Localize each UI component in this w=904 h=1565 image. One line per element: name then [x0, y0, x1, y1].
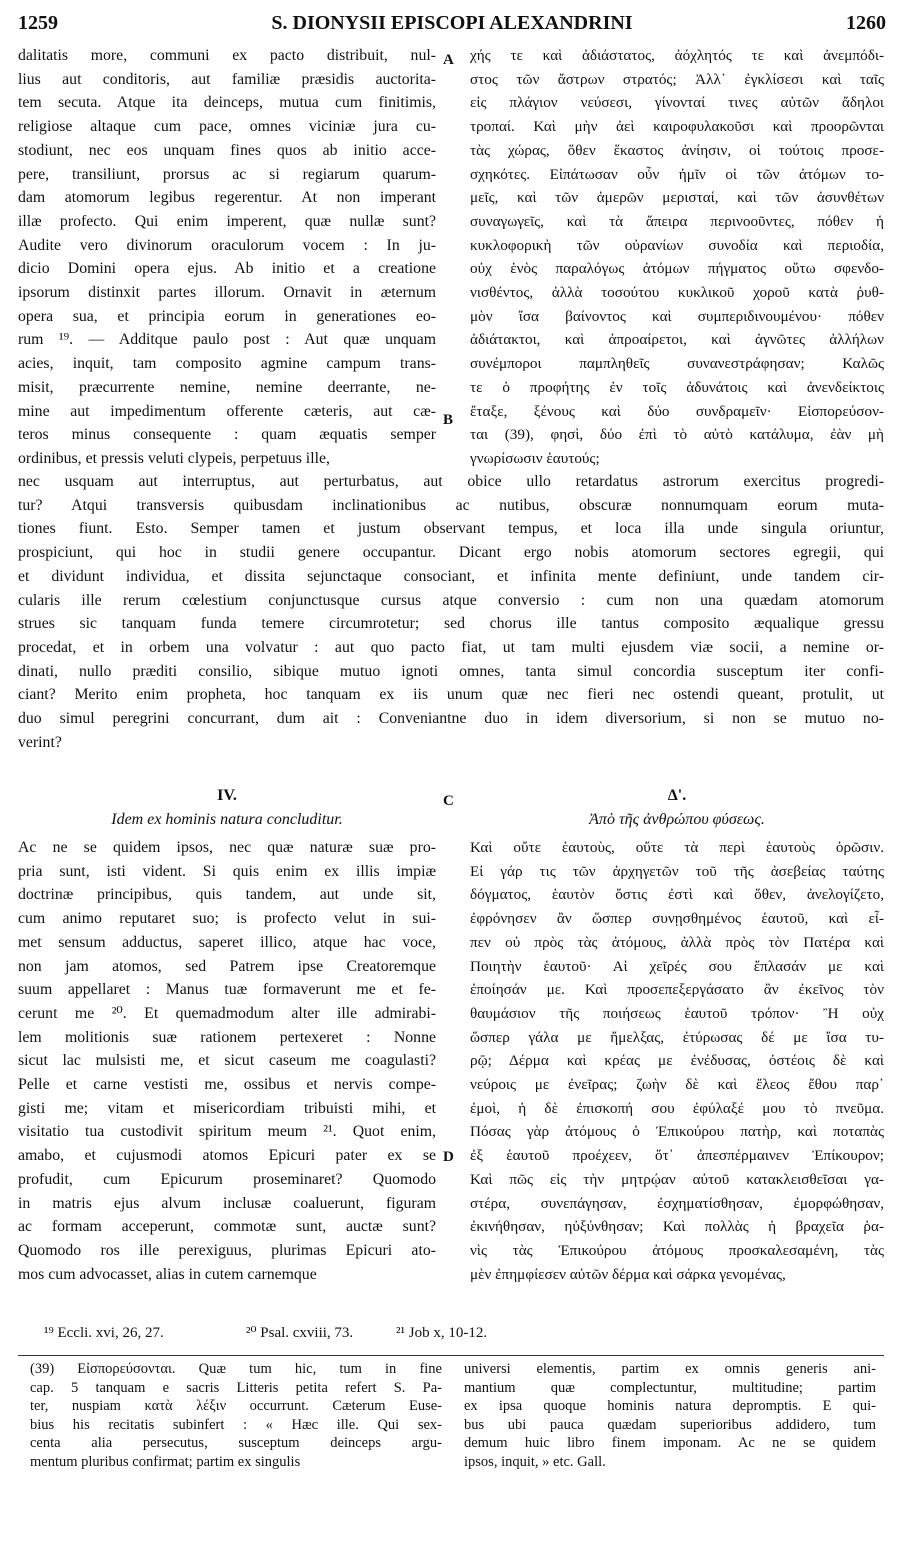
- note-line: ipsos, inquit, » etc. Gall.: [464, 1453, 606, 1470]
- latin-line: ordinibus, et pressis veluti clypeis, perpetuus ille,: [18, 449, 330, 467]
- latin-line: dinati, nullo præditi consilio, sibique mutuo ignoti omnes, tanta simul concordia susceptum iter confi-: [18, 662, 884, 680]
- latin-line: nec usquam aut interruptus, aut perturbatus, aut obice ullo retardatus astrorum exercitus progredi-: [18, 473, 884, 490]
- greek-line: ἀδιάτακτοι, καὶ ἀπροαίρετοι, καὶ ἀγνῶτες ἀλλήλων: [470, 331, 884, 349]
- section-number-latin: IV.: [217, 787, 237, 804]
- latin-line: in matris ejus alvum inclusæ coaluerunt, figuram: [18, 1194, 436, 1212]
- page-number-left: 1259: [18, 12, 58, 34]
- latin-line: religiose altaque cum pace, omnes viciniæ jura cu-: [18, 118, 436, 136]
- greek-line: νὶς τὰς Ἐπικούρου ἀτόμους προσκαλεσαμένη, τὰς: [470, 1241, 884, 1259]
- greek-line: ται (39), φησὶ, δύο ἐπὶ τὸ αὐτὸ κατάλυμα, ἐὰν μὴ: [470, 426, 884, 444]
- margin-marker-b: B: [443, 412, 454, 428]
- latin-line: sicut lac mulsisti me, et sicut caseum me coagulasti?: [18, 1052, 436, 1070]
- margin-marker-d: D: [443, 1149, 454, 1165]
- latin-line: suum appellaret : Manus tuæ formaverunt me et fe-: [18, 981, 436, 999]
- latin-line: verint?: [18, 733, 62, 751]
- latin-line: illæ profecto. Qui enim imperent, quæ nullæ sunt?: [18, 212, 436, 230]
- latin-line: lius aut conditoris, aut familiæ præsidis auctorita-: [18, 70, 436, 88]
- latin-column-bottom: [18, 836, 436, 1286]
- greek-line: σχηκότες. Εἰπάτωσαν οὖν ἡμῖν οἱ τῶν ἀτόμων το-: [470, 165, 884, 183]
- greek-line: μὲν ἐπημφίεσεν αὐτῶν δέρμα καὶ σάρκα γενομένας,: [470, 1265, 786, 1283]
- greek-line: στος τῶν ἄστρων στρατός; Ἀλλ᾽ ἐγκλίσεσι καὶ ταῖς: [470, 70, 884, 88]
- latin-line: Quomodo ros ille perexiguus, plurimas Epicuri ato-: [18, 1241, 436, 1259]
- greek-line: Καὶ οὔτε ἑαυτοὺς, οὔτε τὰ περὶ ἑαυτοὺς ὁρῶσιν.: [470, 839, 884, 856]
- greek-line: Καὶ πῶς εἰς τὴν μητρῴαν αὐτοῦ κατακλεισθεῖσαι γα-: [470, 1170, 884, 1188]
- greek-line: μεῖς, καὶ τῶν ἀμερῶν μερισταί, καὶ τῶν ἀσυνθέτων: [470, 189, 884, 207]
- latin-line: Ac ne se quidem ipsos, nec quæ naturæ suæ pro-: [18, 839, 436, 856]
- greek-line: ρῷ; Δέρμα καὶ κρέας με ἐνέδυσας, ὀστέοις δὲ καὶ: [470, 1052, 884, 1070]
- latin-line: pria sunt, isti vident. Si quis enim ex illis impiæ: [18, 862, 436, 880]
- note-line: bus ubi pauca quædam superioribus addidero, tum: [464, 1416, 876, 1433]
- latin-line: prospiciunt, qui hoc in studii genere occupantur. Dicant ergo nobis atomorum sectores egregii, qui: [18, 544, 884, 562]
- editor-note-right: [464, 1360, 876, 1471]
- greek-line: εἰς πλάγιον νεύσεσι, γίνονταί τινες αὐτῶν ἄδηλοι: [470, 94, 884, 112]
- latin-line: met sensum adductus, saperet illico, atque hac voce,: [18, 933, 436, 951]
- note-line: universi elementis, partim ex omnis generis ani-: [464, 1361, 876, 1377]
- latin-line: rum ¹⁹. — Additque paulo post : Aut quæ unquam: [18, 331, 436, 349]
- greek-line: τροπαί. Καὶ μὴν ἀεὶ καιροφυλακοῦσι καὶ προορῶνται: [470, 118, 884, 136]
- latin-line: tem secuta. Atque ita deinceps, mutua cum finitimis,: [18, 94, 436, 112]
- latin-line: ciant? Merito enim propheta, hoc tanquam ex iis unum quæ nec fieri nec ostendi queant, protulit, ut: [18, 686, 884, 704]
- latin-line: dam atomorum legibus regerentur. At non imperant: [18, 189, 436, 207]
- section-title-greek: Ἀπὸ τῆς ἀνθρώπου φύσεως.: [589, 811, 765, 828]
- greek-line: ἐφρόνησεν ἂν ὥσπερ συνῃσθημένος ἑαυτοῦ, καὶ εἶ-: [470, 910, 884, 928]
- greek-line: Πόσας γὰρ ἀτόμους ὁ Ἐπικούρου πατὴρ, καὶ ποταπὰς: [470, 1123, 884, 1141]
- latin-line: amabo, et cujusmodi atomos Epicuri pater ex se: [18, 1147, 436, 1165]
- latin-line: Audite vero divinorum oraculorum vocem : In ju-: [18, 236, 436, 254]
- greek-line: ἐμοὶ, ἡ δὲ ἐπισκοπή σου ἐφύλαξέ μου τὸ πνεῦμα.: [470, 1099, 884, 1117]
- latin-line: pere, transiliunt, prorsus ac si regiarum quarum-: [18, 165, 436, 183]
- latin-line: mine aut impedimentum offerente cæteris, aut cæ-: [18, 402, 436, 420]
- latin-line: lem molitionis suæ rationem pertexeret : Nonne: [18, 1028, 436, 1046]
- greek-line: γνωρίσωσιν ἑαυτούς;: [470, 449, 600, 467]
- latin-line: non jam atomos, sed Patrem ipse Creatoremque: [18, 957, 436, 975]
- note-line: bius his recitatis subinfert : « Hæc ille. Qui sex-: [30, 1416, 442, 1433]
- latin-line: cerunt me ²⁰. Et quemadmodum alter ille admirabi-: [18, 1004, 436, 1022]
- notes-divider: [18, 1355, 884, 1356]
- note-line: centa alia persecutus, susceptum deinceps argu-: [30, 1435, 442, 1451]
- greek-line: δόγματος, ἑαυτὸν ὅστις ἐστὶ καὶ ὅθεν, ἀνελογίζετο,: [470, 886, 884, 904]
- latin-line: tiones fiunt. Esto. Semper tamen et justum observant tempus, et loca illa unde singula oriuntur,: [18, 520, 884, 538]
- greek-line: Ποιητὴν ἑαυτοῦ· Αἱ χεῖρές σου ἔπλασάν με καὶ: [470, 957, 884, 975]
- latin-column-top: [18, 44, 436, 471]
- latin-line: cularis ille rerum cœlestium conjunctusque cursus atque conversio : cum non una quædam atomorum: [18, 591, 884, 609]
- greek-line: στέρα, συνεπάγησαν, ἐσχηματίσθησαν, ἐμορφώθησαν,: [470, 1194, 884, 1212]
- latin-line: doctrinæ principibus, quis tandem, aut unde sit,: [18, 886, 436, 904]
- greek-column-top: [470, 44, 884, 471]
- footnote-20: ²⁰ Psal. cxviii, 73.: [246, 1325, 354, 1341]
- latin-line: Pelle et carne vestisti me, ossibus et nervis compe-: [18, 1076, 436, 1094]
- greek-line: χής τε καὶ ἀδιάστατος, ἀόχλητός τε καὶ ἀνεμπόδι-: [470, 47, 884, 64]
- latin-line: acies, inquit, tam composito agmine campum trans-: [18, 355, 436, 373]
- margin-marker-a: A: [443, 52, 454, 68]
- greek-column-bottom: [470, 836, 884, 1286]
- greek-line: τε ὁ προφήτης ἐν τοῖς ἀδυνάτοις καὶ ἀνενδείκτοις: [470, 378, 884, 396]
- greek-line: ἐποίησάν με. Καὶ προσεπεξεργάσατο ἂν ἐκεῖνος τὸν: [470, 981, 884, 999]
- latin-line: gisti me; vitam et misericordiam tribuisti mihi, et: [18, 1099, 436, 1117]
- greek-line: θαυμάσιον τῆς ποιήσεως ἑαυτοῦ τρόπον· Ἢ οὐχ: [470, 1004, 884, 1022]
- note-line: mentum pluribus confirmat; partim ex singulis: [30, 1453, 301, 1470]
- greek-line: ἔταξε, ξένους καὶ δύο συνδραμεῖν· Εἰσπορεύσον-: [470, 402, 884, 420]
- latin-line: teros minus consequente : quam æquatis semper: [18, 426, 436, 444]
- note-line: mantium quæ complectuntur, multitudine; partim: [464, 1379, 876, 1396]
- latin-line: cum animo reputaret suo; is profecto velut in sui-: [18, 910, 436, 928]
- greek-line: νισθέντος, ἀλλὰ τοσούτου κυκλικοῦ χοροῦ κατὰ ῥυθ-: [470, 284, 884, 302]
- note-line: ter, nuspiam κατὰ λέξιν occurrunt. Cæterum Euse-: [30, 1398, 442, 1414]
- latin-line: tur? Atqui transversis quibusdam inclinationibus ac nutibus, obscuræ nonnumquam eorum muta-: [18, 496, 884, 514]
- footnote-21: ²¹ Job x, 10-12.: [396, 1325, 488, 1341]
- greek-line: Εἰ γάρ τις τῶν ἀρχηγετῶν τοῦ τῆς ἀσεβείας ταύτης: [470, 862, 884, 880]
- latin-line: duo simul peregrini concurrant, dum ait : Conveniantne duo in idem diversorium, si non se mutuo no-: [18, 710, 884, 728]
- latin-line: ipsorum distinxit partes illorum. Ornavit in æternum: [18, 284, 436, 302]
- latin-line: profudit, cum Epicurum proseminaret? Quomodo: [18, 1170, 436, 1188]
- latin-line: dalitatis more, communi ex pacto distribuit, nul-: [18, 47, 436, 64]
- greek-line: κυκλοφορικὴ τῶν οὐρανίων συνοδία καὶ περιοδία,: [470, 236, 884, 254]
- footnote-19: ¹⁹ Eccli. xvi, 26, 27.: [44, 1325, 164, 1341]
- latin-line: procedat, et in orbem una volvatur : aut quo pacto fiat, ut tam multi ejusdem viæ socii, a nemine or-: [18, 638, 884, 656]
- greek-line: οὐχ ἑνὸς παραλόγως ἀτόμων πήγματος οὕτω σφενδο-: [470, 260, 884, 278]
- greek-line: ἐξ ἑαυτοῦ προέχεεν, ὅτ᾽ ἀπεσπέρμαινεν Ἐπίκουρον;: [470, 1147, 884, 1165]
- note-line: demum huic libro finem imponam. Ac ne se quidem: [464, 1435, 876, 1451]
- note-line: ex ipsa quoque hominis natura depromptis. E qui-: [464, 1398, 876, 1414]
- section-number-greek: Δ'.: [667, 787, 687, 804]
- greek-line: μὸν ἴσα βαίνοντος καὶ συμπεριδινουμένου· πόθεν: [470, 307, 884, 325]
- latin-line: et dividunt individua, et dissita sejunctaque consociant, et infinita mente definiunt, unde tandem cir-: [18, 567, 884, 585]
- latin-line: visitatio tua custodivit spiritum meum ²¹. Quot enim,: [18, 1123, 436, 1141]
- margin-marker-c: C: [443, 793, 454, 809]
- latin-line: ac formam acceperunt, commotæ sunt, auctæ sunt?: [18, 1218, 436, 1236]
- latin-full-width-block: [18, 470, 884, 754]
- latin-line: opera sua, et principia eorum in generationes eo-: [18, 307, 436, 325]
- greek-line: ἐκινήθησαν, ηὐξύνθησαν; Καὶ πολλὰς ἡ βραχεῖα ῥα-: [470, 1218, 884, 1236]
- running-title: S. DIONYSII EPISCOPI ALEXANDRINI: [271, 12, 633, 34]
- latin-line: misit, præcurrente nemine, nemine deerrante, ne-: [18, 378, 436, 396]
- section-title-latin: Idem ex hominis natura concluditur.: [111, 811, 343, 828]
- greek-line: συναγωγεῖς, καὶ τὰ ἄπειρα περινοοῦντες, πόθεν ἡ: [470, 212, 884, 230]
- latin-line: mos cum advocasset, alias in cutem carnemque: [18, 1265, 317, 1283]
- greek-line: νεύροις με ἐνεῖρας; ζωὴν δὲ καὶ ἔλεος ἔθου παρ᾽: [470, 1076, 884, 1094]
- greek-line: τὰς χώρας, ὅθεν ἕκαστος ἀνίησιν, οἱ τούτοις προσε-: [470, 141, 884, 159]
- latin-line: stodiunt, nec eos unquam fines quos ab initio acce-: [18, 141, 436, 159]
- greek-line: συνέμποροι παμπληθεῖς συνανεστράφησαν; Καλῶς: [470, 355, 884, 373]
- greek-line: ὥσπερ γάλα με ἤμελξας, ἐτύρωσας δέ με ἴσα τυ-: [470, 1028, 884, 1046]
- note-line: (39) Εἰσπορεύσονται. Quæ tum hic, tum in fine: [30, 1361, 442, 1377]
- latin-line: strues sic tanquam funda temere circumrotetur; sed chorus ille tantus composito æqualique gressu: [18, 615, 884, 633]
- page-number-right: 1260: [846, 12, 886, 34]
- note-line: cap. 5 tanquam e sacris Litteris petita refert S. Pa-: [30, 1379, 442, 1396]
- latin-line: dicio Domini opera ejus. Ab initio et a creatione: [18, 260, 436, 278]
- greek-line: πεν οὐ πρὸς τὰς ἀτόμους, ἀλλὰ πρὸς τὸν Πατέρα καὶ: [470, 933, 884, 951]
- editor-note-left: [30, 1360, 442, 1471]
